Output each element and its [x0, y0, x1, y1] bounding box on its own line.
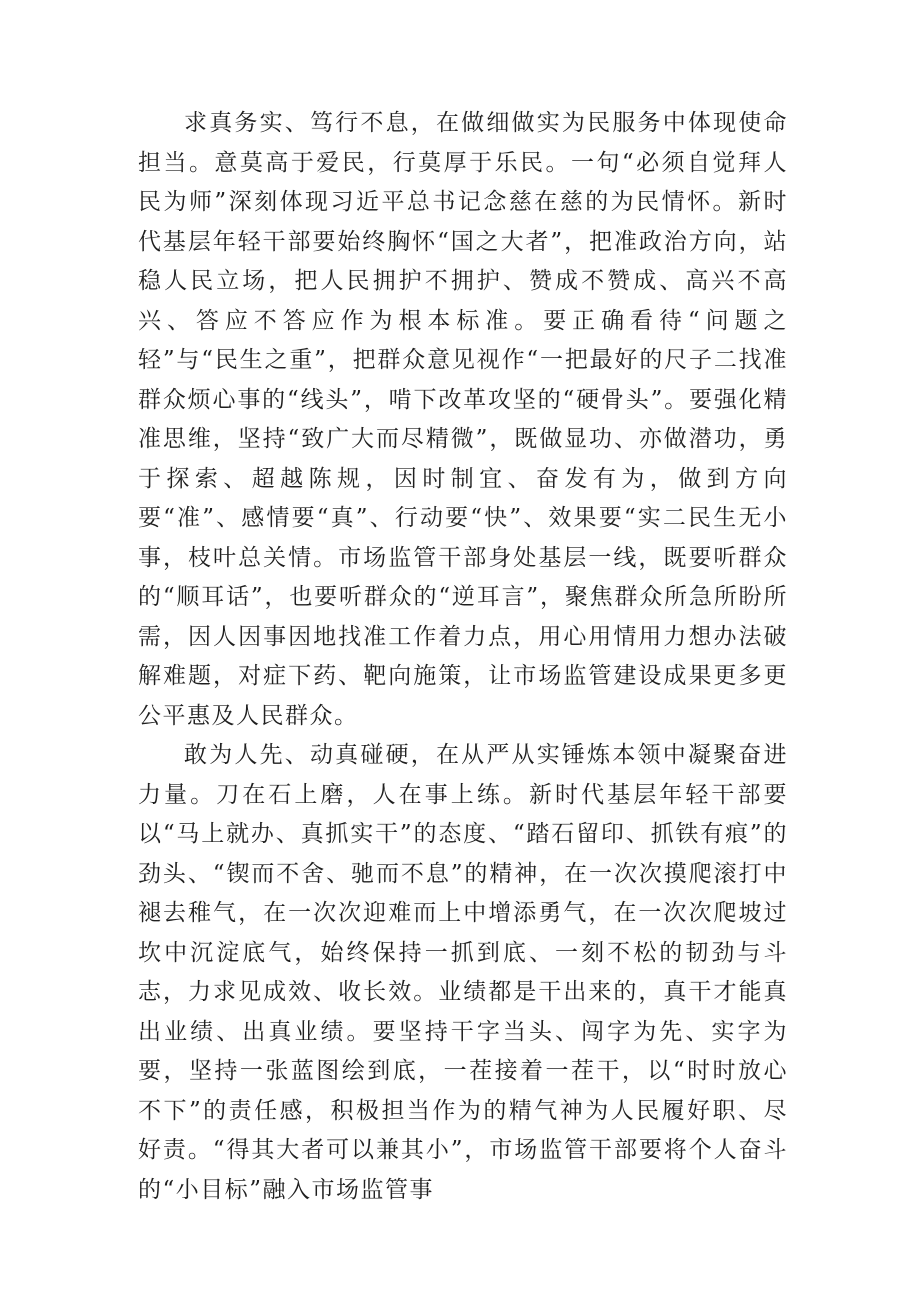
paragraph-1: 求真务实、笃行不息，在做细做实为民服务中体现使命担当。意莫高于爱民，行莫厚于乐民。一句“必须自觉拜人民为师”深刻体现习近平总书记念慈在慈的为民情怀。新时代基层年轻干部要始终胸怀“国之大者”，把准政治方向，站稳人民立场，把人民拥护不拥护、赞成不赞成、高兴不高兴、答应不答应作为根本标准。要正确看待“问题之轻”与“民生之重”，把群众意见视作“一把最好的尺子二找准群众烦心事的“线头”，啃下改革攻坚的“硬骨头”。要强化精准思维，坚持“致广大而尽精微”，既做显功、亦做潜功，勇于探索、超越陈规，因时制宜、奋发有为，做到方向要“准”、感情要“真”、行动要“快”、效果要“实二民生无小事，枝叶总关情。市场监管干部身处基层一线，既要听群众的“顺耳话”，也要听群众的“逆耳言”，聚焦群众所急所盼所需，因人因事因地找准工作着力点，用心用情用力想办法破解难题，对症下药、靶向施策，让市场监管建设成果更多更公平惠及人民群众。 — [138, 110, 788, 729]
paragraph-2: 敢为人先、动真碰硬，在从严从实锤炼本领中凝聚奋进力量。刀在石上磨，人在事上练。新时代基层年轻干部要以“马上就办、真抓实干”的态度、“踏石留印、抓铁有痕”的劲头、“锲而不舍、驰而不息”的精神，在一次次摸爬滚打中褪去稚气，在一次次迎难而上中增添勇气，在一次次爬坡过坎中沉淀底气，始终保持一抓到底、一刻不松的韧劲与斗志，力求见成效、收长效。业绩都是干出来的，真干才能真出业绩、出真业绩。要坚持干字当头、闯字为先、实字为要，坚持一张蓝图绘到底，一茬接着一茬干，以“时时放心不下”的责任感，积极担当作为的精气神为人民履好职、尽好责。“得其大者可以兼其小”，市场监管干部要将个人奋斗的“小目标”融入市场监管事 — [138, 742, 788, 1203]
document-body — [138, 104, 788, 1210]
